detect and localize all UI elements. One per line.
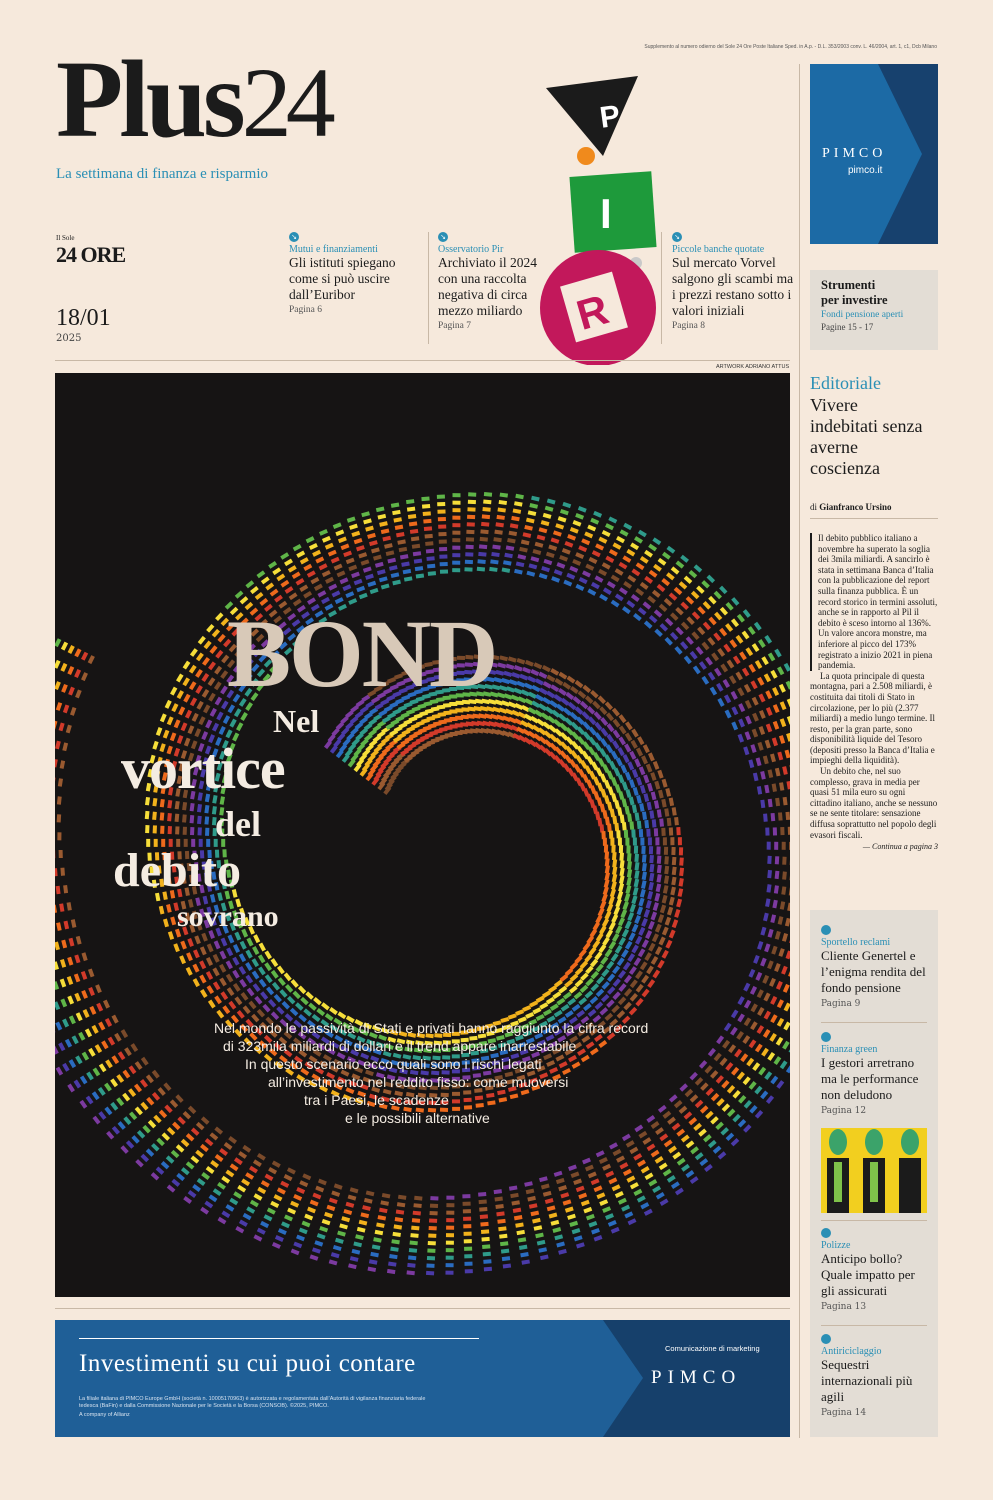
vortex-artwork: [55, 373, 790, 1297]
hero-sub-line: vortice: [121, 736, 285, 801]
divider: [821, 1022, 927, 1023]
teaser-page: Pagina 6: [289, 305, 322, 315]
sidebar-item-title: Cliente Genertel e l’enigma rendita del fondo pensione: [821, 948, 926, 995]
hero-sub-line: sovrano: [177, 900, 279, 933]
masthead-number: 24: [241, 47, 330, 158]
sidebar-item-green[interactable]: [821, 1032, 931, 1116]
pimco-url[interactable]: pimco.it: [848, 165, 883, 176]
editorial[interactable]: [810, 373, 938, 479]
issue-year: 2025: [56, 333, 82, 344]
arrow-icon: ↘: [289, 232, 299, 242]
ad-marketing-label: Comunicazione di marketing: [665, 1344, 760, 1353]
editorial-label: Editoriale: [810, 373, 881, 393]
sidebar-news: [810, 910, 938, 1437]
sole-logo-il: Il Sole: [56, 234, 75, 242]
ad-headline: Investimenti su cui puoi contare: [79, 1350, 416, 1377]
sidebar-item-section: Finanza green: [821, 1044, 878, 1055]
sidebar-item-section: Polizze: [821, 1240, 851, 1251]
arrow-icon: [821, 925, 831, 935]
pir-letter-i: I: [600, 190, 612, 237]
legal-notice: Supplemento al numero odierno del Sole 24 Ore Poste Italiane Sped. in A.p. - D.L. 353/2003 conv. L. 46/2004, art. 1, c1, Dcb Milano: [644, 44, 937, 50]
artwork-credit: ARTWORK ADRIANO ATTUS: [716, 364, 790, 370]
sidebar-item-title: I gestori arretrano ma le performance non deludono: [821, 1055, 919, 1102]
ad-brand: PIMCO: [651, 1367, 742, 1388]
byline-prefix: di: [810, 502, 818, 512]
pir-letter-r: R: [571, 285, 614, 339]
masthead-plus: Plus: [56, 38, 242, 160]
editorial-paragraph: La quota principale di questa montagna, pari a 2.508 miliardi, è costituita dai titoli di Stato in circolazione, per lo più (2.377 miliardi) a medio lungo termine. Il resto, per la gran parte, sono disponibilità liquide del Tesoro (depositi presso la Banca d’Italia e impieghi della liquidità).: [810, 670, 935, 766]
sole-24-ore-logo[interactable]: [56, 234, 125, 268]
hero-desc-line: In questo scenario ecco quali sono i rischi legati: [245, 1056, 542, 1072]
strumenti-box[interactable]: [810, 270, 938, 350]
teaser-title: Sul mercato Vorvel salgono gli scambi ma i prezzi restano sotto i valori iniziali: [672, 255, 794, 318]
hero-headline: BOND: [227, 600, 497, 707]
hero-sub-line: debito: [113, 844, 242, 897]
pir-square: [569, 171, 656, 253]
sidebar-item-page: Pagina 13: [821, 1302, 867, 1312]
hero-desc-line: tra i Paesi, le scadenze: [304, 1092, 449, 1108]
hero-sub-line: del: [215, 804, 262, 844]
sidebar-item-section: Antiriciclaggio: [821, 1346, 882, 1357]
teaser-vorvel[interactable]: [672, 232, 797, 331]
editorial-paragraph: Il debito pubblico italiano a novembre ha superato la soglia dei 3mila miliardi. A sancirlo è stata in settimana Banca d’Italia con la pubblicazione del report sulla finanza pubblica. È un record storico in termini assoluti, anche se in rapporto al Pil il debito è sceso intorno al 136%. Un valore ancora monstre, ma inferiore al picco del 173% registrato a inizio 2021 in piena pandemia.: [810, 533, 938, 671]
masthead-title: [56, 38, 330, 160]
strumenti-pages: Pagine 15 - 17: [821, 322, 874, 332]
pimco-bottom-ad[interactable]: [55, 1320, 790, 1437]
pimco-side-ad[interactable]: [810, 64, 938, 244]
strumenti-title-2: per investire: [821, 293, 888, 307]
editorial-title: Vivere indebitati senza averne coscienza: [810, 395, 923, 478]
sidebar-item-title: Sequestri internazionali più agili: [821, 1357, 913, 1404]
ad-fine-print: La filiale italiana di PIMCO Europe GmbH (società n. 10005170963) è autorizzata e regolamentata dall’Autorità di vigilanza finanziaria federale tedesca (BaFin) e dalla Commissione Nazionale per le Società e la Borsa (CONSOB). ©2025, PIMCO.: [79, 1396, 426, 1409]
ad-rule: [79, 1338, 479, 1339]
byline-author: Gianfranco Ursino: [819, 502, 892, 512]
issue-date: 18/01: [56, 305, 111, 331]
teaser-section: Mutui e finanziamenti: [289, 244, 378, 255]
teaser-page: Pagina 7: [438, 321, 471, 331]
strumenti-title-1: Strumenti: [821, 278, 876, 292]
pimco-brand: PIMCO: [822, 146, 887, 161]
teaser-title: Gli istituti spiegano come si può uscire dall’Euribor: [289, 255, 396, 302]
hero-description: [55, 1019, 790, 1127]
teaser-page: Pagina 8: [672, 321, 705, 331]
hero-desc-line: di 323mila miliardi di dollari e il trend appare inarrestabile: [223, 1038, 577, 1054]
divider: [810, 518, 938, 519]
teaser-mutui[interactable]: [289, 232, 409, 315]
sidebar-item-section: Sportello reclami: [821, 937, 891, 948]
pir-logo[interactable]: [540, 70, 665, 365]
divider: [821, 1325, 927, 1326]
sidebar-item-title: Anticipo bollo? Quale impatto per gli assicurati: [821, 1251, 915, 1298]
teaser-pir[interactable]: [438, 232, 546, 331]
arrow-icon: ↘: [438, 232, 448, 242]
arrow-icon: ↘: [672, 232, 682, 242]
green-managers-illustration: [821, 1128, 927, 1213]
ad-allianz: A company of Allianz: [79, 1412, 130, 1418]
masthead-tagline: La settimana di finanza e risparmio: [56, 166, 268, 182]
divider: [55, 360, 790, 361]
hero-desc-line: e le possibili alternative: [345, 1110, 490, 1126]
teaser-section: Osservatorio Pir: [438, 244, 504, 255]
arrow-icon: [821, 1228, 831, 1238]
sidebar-item-polizze[interactable]: [821, 1228, 931, 1312]
arrow-icon: [821, 1032, 831, 1042]
sidebar-item-page: Pagina 12: [821, 1106, 867, 1116]
sidebar-item-page: Pagina 14: [821, 1408, 867, 1418]
editorial-byline: [810, 502, 938, 512]
teaser-section: Piccole banche quotate: [672, 244, 765, 255]
pir-triangle: [546, 76, 638, 156]
sidebar-item-antiriciclaggio[interactable]: [821, 1334, 931, 1418]
sole-logo-name: 24 ORE: [56, 242, 126, 267]
hero-cover[interactable]: [55, 373, 790, 1297]
editorial-paragraph: Un debito che, nel suo complesso, grava in media per quasi 51 mila euro su ogni cittadino italiano, anche se nessuno se ne sente titolare: sensazione diffusa soprattutto nel popolo degli evasori fiscali.: [810, 766, 938, 840]
pir-letter-p: P: [597, 99, 623, 135]
hero-desc-line: all’investimento nel reddito fisso: come muoversi: [268, 1074, 569, 1090]
hero-sub-line: Nel: [273, 703, 320, 739]
arrow-icon: [821, 1334, 831, 1344]
divider: [55, 1308, 790, 1309]
sidebar-item-reclami[interactable]: [821, 925, 931, 1009]
editorial-continue[interactable]: — Continua a pagina 3: [862, 842, 938, 852]
divider: [428, 232, 429, 344]
editorial-body: [810, 533, 938, 853]
pir-dot-orange: [577, 147, 595, 165]
strumenti-sub: Fondi pensione aperti: [821, 310, 904, 320]
hero-desc-line: Nel mondo le passività di Stati e privati hanno raggiunto la cifra record: [214, 1020, 649, 1036]
teaser-title: Archiviato il 2024 con una raccolta negativa di circa mezzo miliardo: [438, 255, 537, 318]
divider: [821, 1220, 927, 1221]
column-divider: [799, 64, 800, 1438]
sidebar-item-page: Pagina 9: [821, 999, 861, 1009]
